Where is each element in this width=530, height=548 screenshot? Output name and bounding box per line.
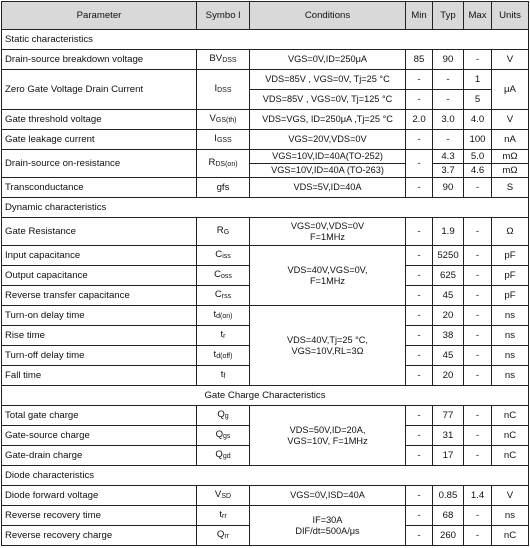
param-label: Turn-off delay time xyxy=(2,346,197,366)
max-value: 4.6 xyxy=(464,164,492,178)
max-value: - xyxy=(464,346,492,366)
max-value: - xyxy=(464,178,492,198)
typ-value: 3.0 xyxy=(433,110,464,130)
typ-value: 20 xyxy=(433,366,464,386)
typ-value: 1.9 xyxy=(433,218,464,246)
typ-value: 260 xyxy=(433,526,464,546)
symbol-cell: $Q_{gd}$ xyxy=(197,446,250,466)
typ-value: - xyxy=(433,90,464,110)
unit-value: S xyxy=(492,178,529,198)
max-value: - xyxy=(464,246,492,266)
symbol-cell: $C_{rss}$ xyxy=(197,286,250,306)
unit-value: pF xyxy=(492,266,529,286)
max-value: - xyxy=(464,286,492,306)
min-value: - xyxy=(406,178,433,198)
condition-cell: VDS=40V,Tj=25 °C, VGS=10V,RL=3Ω xyxy=(250,306,406,386)
max-value: - xyxy=(464,446,492,466)
symbol-cell: gfs xyxy=(197,178,250,198)
min-value: - xyxy=(406,266,433,286)
symbol-cell: $Q_{gs}$ xyxy=(197,426,250,446)
min-value: - xyxy=(406,526,433,546)
symbol-cell: $Q_g$ xyxy=(197,406,250,426)
unit-value: ns xyxy=(492,346,529,366)
table-row xyxy=(2,218,529,246)
param-label: Input capacitance xyxy=(2,246,197,266)
symbol-cell: $R_G$ xyxy=(197,218,250,246)
param-label: Output capacitance xyxy=(2,266,197,286)
symbol-cell: $t_f$ xyxy=(197,366,250,386)
min-value: - xyxy=(406,130,433,150)
min-value: - xyxy=(406,306,433,326)
typ-value: 625 xyxy=(433,266,464,286)
condition-cell: VGS=0V,ISD=40A xyxy=(250,486,406,506)
min-value: - xyxy=(406,326,433,346)
param-label: Rise time xyxy=(2,326,197,346)
typ-value: - xyxy=(433,130,464,150)
table-row xyxy=(2,246,529,266)
typ-value: 0.85 xyxy=(433,486,464,506)
min-value: - xyxy=(406,486,433,506)
max-value: - xyxy=(464,526,492,546)
max-value: - xyxy=(464,366,492,386)
unit-value: V xyxy=(492,486,529,506)
unit-value: nC xyxy=(492,426,529,446)
unit-value: pF xyxy=(492,286,529,306)
typ-value: 68 xyxy=(433,506,464,526)
table-row xyxy=(2,70,529,90)
unit-value: nC xyxy=(492,406,529,426)
table-row xyxy=(2,178,529,198)
unit-value: Ω xyxy=(492,218,529,246)
max-value: - xyxy=(464,218,492,246)
electrical-characteristics-table xyxy=(1,1,529,546)
param-label: Zero Gate Voltage Drain Current xyxy=(2,70,197,110)
typ-value: - xyxy=(433,70,464,90)
condition-cell: VDS=85V , VGS=0V, Tj=125 °C xyxy=(250,90,406,110)
symbol-cell: $Q_{rr}$ xyxy=(197,526,250,546)
condition-cell: VGS=10V,ID=40A(TO-252) xyxy=(250,150,406,164)
typ-value: 90 xyxy=(433,178,464,198)
section-gate-charge: Gate Charge Characteristics xyxy=(2,386,529,406)
header-conditions: Conditions xyxy=(250,2,406,30)
param-label: Gate leakage current xyxy=(2,130,197,150)
unit-value: V xyxy=(492,50,529,70)
condition-cell: IF=30A DIF/dt=500A/μs xyxy=(250,506,406,546)
unit-value: pF xyxy=(492,246,529,266)
header-units: Units xyxy=(492,2,529,30)
min-value: - xyxy=(406,346,433,366)
typ-value: 4.3 xyxy=(433,150,464,164)
typ-value: 20 xyxy=(433,306,464,326)
min-value: - xyxy=(406,218,433,246)
section-static: Static characteristics xyxy=(2,30,529,50)
unit-value: nA xyxy=(492,130,529,150)
symbol-cell: $R_{DS(on)}$ xyxy=(197,150,250,178)
symbol-cell: $t_r$ xyxy=(197,326,250,346)
param-label: Reverse recovery time xyxy=(2,506,197,526)
symbol-cell: $V_{GS(th)}$ xyxy=(197,110,250,130)
min-value: - xyxy=(406,150,433,178)
min-value: - xyxy=(406,366,433,386)
typ-value: 3.7 xyxy=(433,164,464,178)
header-max: Max xyxy=(464,2,492,30)
typ-value: 5250 xyxy=(433,246,464,266)
condition-cell: VDS=50V,ID=20A, VGS=10V, F=1MHz xyxy=(250,406,406,466)
min-value: 85 xyxy=(406,50,433,70)
min-value: - xyxy=(406,246,433,266)
unit-value: nC xyxy=(492,526,529,546)
max-value: 1.4 xyxy=(464,486,492,506)
symbol-cell: $t_{rr}$ xyxy=(197,506,250,526)
param-label: Gate threshold voltage xyxy=(2,110,197,130)
typ-value: 38 xyxy=(433,326,464,346)
typ-value: 45 xyxy=(433,346,464,366)
param-label: Transconductance xyxy=(2,178,197,198)
table-row xyxy=(2,50,529,70)
max-value: 1 xyxy=(464,70,492,90)
typ-value: 17 xyxy=(433,446,464,466)
param-label: Diode forward voltage xyxy=(2,486,197,506)
unit-value: ns xyxy=(492,506,529,526)
unit-value: ns xyxy=(492,326,529,346)
symbol-cell: $I_{DSS}$ xyxy=(197,70,250,110)
max-value: - xyxy=(464,306,492,326)
min-value: - xyxy=(406,446,433,466)
max-value: - xyxy=(464,426,492,446)
param-label: Gate-source charge xyxy=(2,426,197,446)
typ-value: 45 xyxy=(433,286,464,306)
max-value: 5.0 xyxy=(464,150,492,164)
max-value: 5 xyxy=(464,90,492,110)
condition-cell: VDS=5V,ID=40A xyxy=(250,178,406,198)
table-row xyxy=(2,110,529,130)
min-value: - xyxy=(406,70,433,90)
max-value: - xyxy=(464,50,492,70)
table-row xyxy=(2,506,529,526)
unit-value: mΩ xyxy=(492,164,529,178)
max-value: - xyxy=(464,326,492,346)
unit-value: mΩ xyxy=(492,150,529,164)
symbol-cell: $t_{d(on)}$ xyxy=(197,306,250,326)
max-value: - xyxy=(464,266,492,286)
table-row xyxy=(2,306,529,326)
section-dynamic: Dynamic characteristics xyxy=(2,198,529,218)
header-parameter: Parameter xyxy=(2,2,197,30)
table-row xyxy=(2,130,529,150)
param-label: Total gate charge xyxy=(2,406,197,426)
header-row xyxy=(2,2,529,30)
min-value: 2.0 xyxy=(406,110,433,130)
symbol-cell: $BV_{DSS}$ xyxy=(197,50,250,70)
condition-cell: VGS=0V,ID=250μA xyxy=(250,50,406,70)
header-min: Min xyxy=(406,2,433,30)
symbol-cell: $C_{iss}$ xyxy=(197,246,250,266)
max-value: 100 xyxy=(464,130,492,150)
param-label: Reverse transfer capacitance xyxy=(2,286,197,306)
param-label: Turn-on delay time xyxy=(2,306,197,326)
max-value: - xyxy=(464,406,492,426)
unit-value: ns xyxy=(492,306,529,326)
param-label: Drain-source on-resistance xyxy=(2,150,197,178)
condition-cell: VGS=0V,VDS=0V F=1MHz xyxy=(250,218,406,246)
min-value: - xyxy=(406,406,433,426)
table-row xyxy=(2,150,529,164)
section-diode: Diode characteristics xyxy=(2,466,529,486)
unit-value: nC xyxy=(492,446,529,466)
min-value: - xyxy=(406,286,433,306)
min-value: - xyxy=(406,426,433,446)
param-label: Gate-drain charge xyxy=(2,446,197,466)
symbol-cell: $I_{GSS}$ xyxy=(197,130,250,150)
header-typ: Typ xyxy=(433,2,464,30)
min-value: - xyxy=(406,90,433,110)
header-symbol: Symbo l xyxy=(197,2,250,30)
param-label: Gate Resistance xyxy=(2,218,197,246)
typ-value: 77 xyxy=(433,406,464,426)
table-row xyxy=(2,406,529,426)
symbol-cell: $C_{oss}$ xyxy=(197,266,250,286)
symbol-cell: $V_{SD}$ xyxy=(197,486,250,506)
unit-value: V xyxy=(492,110,529,130)
max-value: - xyxy=(464,506,492,526)
table-row xyxy=(2,486,529,506)
min-value: - xyxy=(406,506,433,526)
param-label: Fall time xyxy=(2,366,197,386)
max-value: 4.0 xyxy=(464,110,492,130)
unit-value: ns xyxy=(492,366,529,386)
unit-value: μA xyxy=(492,70,529,110)
condition-cell: VGS=20V,VDS=0V xyxy=(250,130,406,150)
param-label: Drain-source breakdown voltage xyxy=(2,50,197,70)
param-label: Reverse recovery charge xyxy=(2,526,197,546)
typ-value: 90 xyxy=(433,50,464,70)
condition-cell: VGS=10V,ID=40A (TO-263) xyxy=(250,164,406,178)
condition-cell: VDS=40V,VGS=0V, F=1MHz xyxy=(250,246,406,306)
condition-cell: VDS=85V , VGS=0V, Tj=25 °C xyxy=(250,70,406,90)
condition-cell: VDS=VGS, ID=250μA ,Tj=25 °C xyxy=(250,110,406,130)
symbol-cell: $t_{d(off)}$ xyxy=(197,346,250,366)
typ-value: 31 xyxy=(433,426,464,446)
